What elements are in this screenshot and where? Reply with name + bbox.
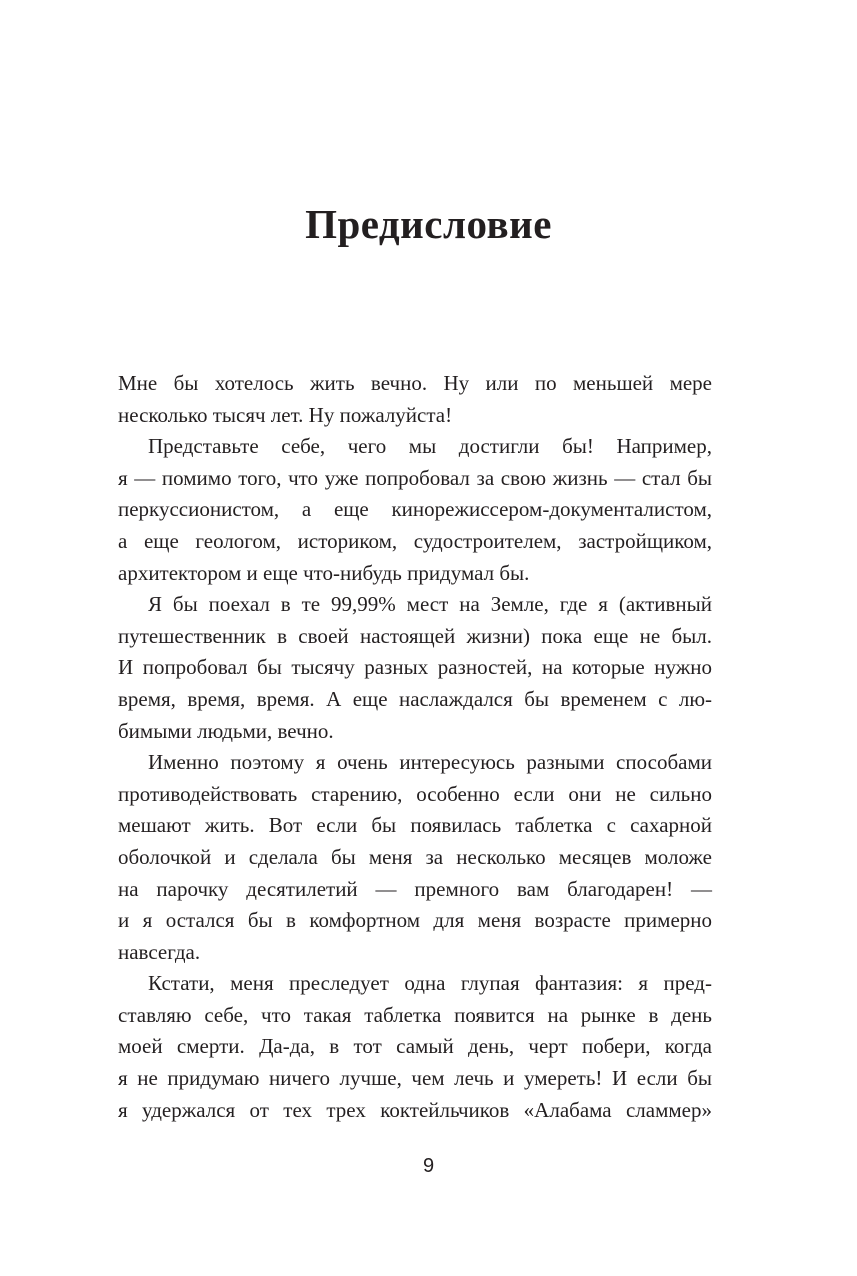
text-line: бимыми людьми, вечно.	[118, 718, 334, 743]
text-line: и я остался бы в комфортном для меня возрасте примерно	[118, 908, 712, 933]
paragraph	[118, 368, 712, 431]
text-line: несколько тысяч лет. Ну пожалуйста!	[118, 402, 453, 427]
text-line: архитектором и еще что-нибудь придумал бы.	[118, 560, 530, 585]
text-line: Именно поэтому я очень интересуюсь разными способами	[148, 750, 712, 775]
paragraph	[118, 968, 712, 1126]
text-line: ставляю себе, что такая таблетка появится на рынке в день	[118, 1002, 712, 1027]
paragraph	[118, 589, 712, 747]
text-line: мешают жить. Вот если бы появилась таблетка с сахарной	[118, 813, 712, 838]
body-text	[118, 368, 712, 1126]
text-line: перкуссионистом, а еще кинорежиссером-документалистом,	[118, 497, 712, 522]
text-line: Мне бы хотелось жить вечно. Ну или по меньшей мере	[118, 371, 712, 395]
text-line: я удержался от тех трех коктейльчиков «Алабама сламмер»	[118, 1097, 712, 1122]
text-line: а еще геологом, историком, судостроителем, застройщиком,	[118, 528, 712, 553]
chapter-title: Предисловие	[305, 201, 552, 247]
text-line: оболочкой и сделала бы меня за несколько месяцев моложе	[118, 844, 712, 869]
paragraph	[118, 431, 712, 589]
paragraph	[118, 747, 712, 968]
text-line: моей смерти. Да-да, в тот самый день, черт побери, когда	[118, 1034, 712, 1059]
text-line: путешественник в своей настоящей жизни) пока еще не был.	[118, 623, 712, 648]
text-line: на парочку десятилетий — премного вам благодарен! —	[118, 876, 712, 901]
page-number: 9	[422, 1155, 435, 1177]
text-line: время, время, время. А еще наслаждался бы временем с лю-	[118, 686, 712, 711]
text-line: Кстати, меня преследует одна глупая фантазия: я пред-	[148, 971, 712, 996]
text-line: Представьте себе, чего мы достигли бы! Например,	[148, 434, 712, 459]
text-line: И попробовал бы тысячу разных разностей, на которые нужно	[118, 655, 712, 680]
text-line: я — помимо того, что уже попробовал за свою жизнь — стал бы	[118, 465, 712, 490]
text-line: я не придумаю ничего лучше, чем лечь и умереть! И если бы	[118, 1066, 712, 1091]
text-line: навсегда.	[118, 939, 201, 964]
text-line: Я бы поехал в те 99,99% мест на Земле, где я (активный	[148, 592, 712, 617]
text-line: противодействовать старению, особенно если они не сильно	[118, 781, 712, 806]
